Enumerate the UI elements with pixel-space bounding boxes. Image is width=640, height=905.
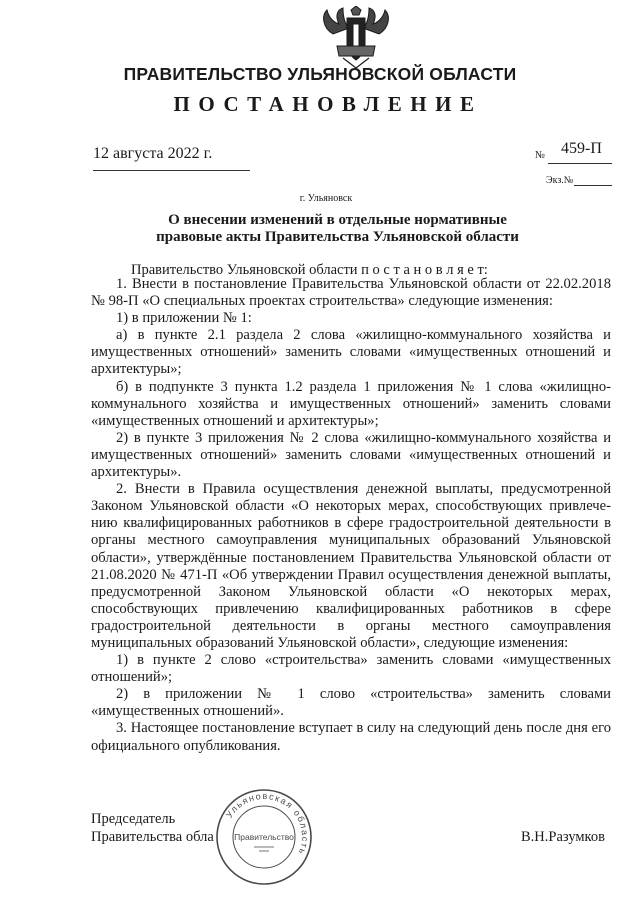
paragraph: 1) в приложении № 1: (116, 310, 252, 327)
document-date: 12 августа 2022 г. (93, 145, 213, 162)
paragraph: 2) в пункте 3 приложения № 2 слова «жилищно-коммунального хозяйства и имущественных отношений» заменить словами «имущественных отношений и архитектуры». (91, 429, 611, 481)
copy-number-underline (574, 185, 612, 186)
official-seal-icon (214, 787, 314, 887)
paragraph: б) в подпункте 3 пункта 1.2 раздела 1 приложения № 1 слова «жилищно-коммунального хозяйства и имущественных отношений» заменить словами «имущественных отношений и архитектуры»; (91, 378, 611, 429)
paragraph: а) в пункте 2.1 раздела 2 слова «жилищно-коммунального хозяйства и имущественных отношений» заменить словами «имущественных отношений и архитектуры»; (91, 327, 611, 378)
paragraph: 3. Настоящее постановление вступает в силу на следующий день после дня его официального опубликования. (91, 720, 611, 754)
preamble: Правительство Ульяновской области п о с т а н о в л я е т: (131, 262, 488, 278)
date-underline (93, 170, 250, 171)
copy-number-label: Экз.№ (546, 175, 574, 186)
coat-of-arms-icon (319, 6, 393, 70)
paragraph: 1. Внести в постановление Правительства Ульяновской области от 22.02.2018 № 98-П «О специальных проектах строительства» следующие изменения: (91, 276, 611, 310)
document-title (0, 212, 640, 246)
city: г. Ульяновск (299, 193, 353, 204)
document-type: ПОСТАНОВЛЕНИЕ (173, 92, 483, 116)
signatory-position-line-1: Председатель (91, 811, 176, 827)
number-underline (548, 163, 612, 164)
title-line-1: О внесении изменений в отдельные нормативные (168, 212, 507, 228)
svg-text:Ульяновская область: Ульяновская область (223, 790, 311, 857)
title-line-2: правовые акты Правительства Ульяновской области (156, 229, 519, 245)
paragraph: 2. Внести в Правила осуществления денежной выплаты, предусмотренной Законом Ульяновской области «О некоторых мерах, способствующих привлече-нию квалифицированных работников в сфере градостроительной деятельности в органы местного самоуправления муниципальных образований Ульяновской области», утверждённые постановлением Правительства Ульяновской области от 21.08.2020 № 471-П «Об утверждении Правил осуществления денежной выплаты, предусмотренной Законом Ульяновской области «О некоторых мерах, способствующих привлечению квалифицированных работников в сфере градостроительной деятельности в органы местного самоуправления муниципальных образований Ульяновской области», следующие изменения: (91, 481, 611, 651)
paragraph: 1) в пункте 2 слово «строительства» заменить словами «имущественных отношений»; (91, 652, 611, 686)
signatory-name: В.Н.Разумков (521, 829, 605, 845)
document-number: 459-П (561, 140, 602, 157)
government-heading: ПРАВИТЕЛЬСТВО УЛЬЯНОВСКОЙ ОБЛАСТИ (123, 64, 517, 84)
document-body (91, 276, 611, 755)
paragraph: 2) в приложении № 1 слово «строительства» заменить словами «имущественных отношений». (91, 686, 611, 720)
number-label: № (535, 150, 546, 161)
signatory-position-line-2: Правительства обла (91, 829, 214, 845)
svg-text:Правительство: Правительство (234, 832, 294, 842)
